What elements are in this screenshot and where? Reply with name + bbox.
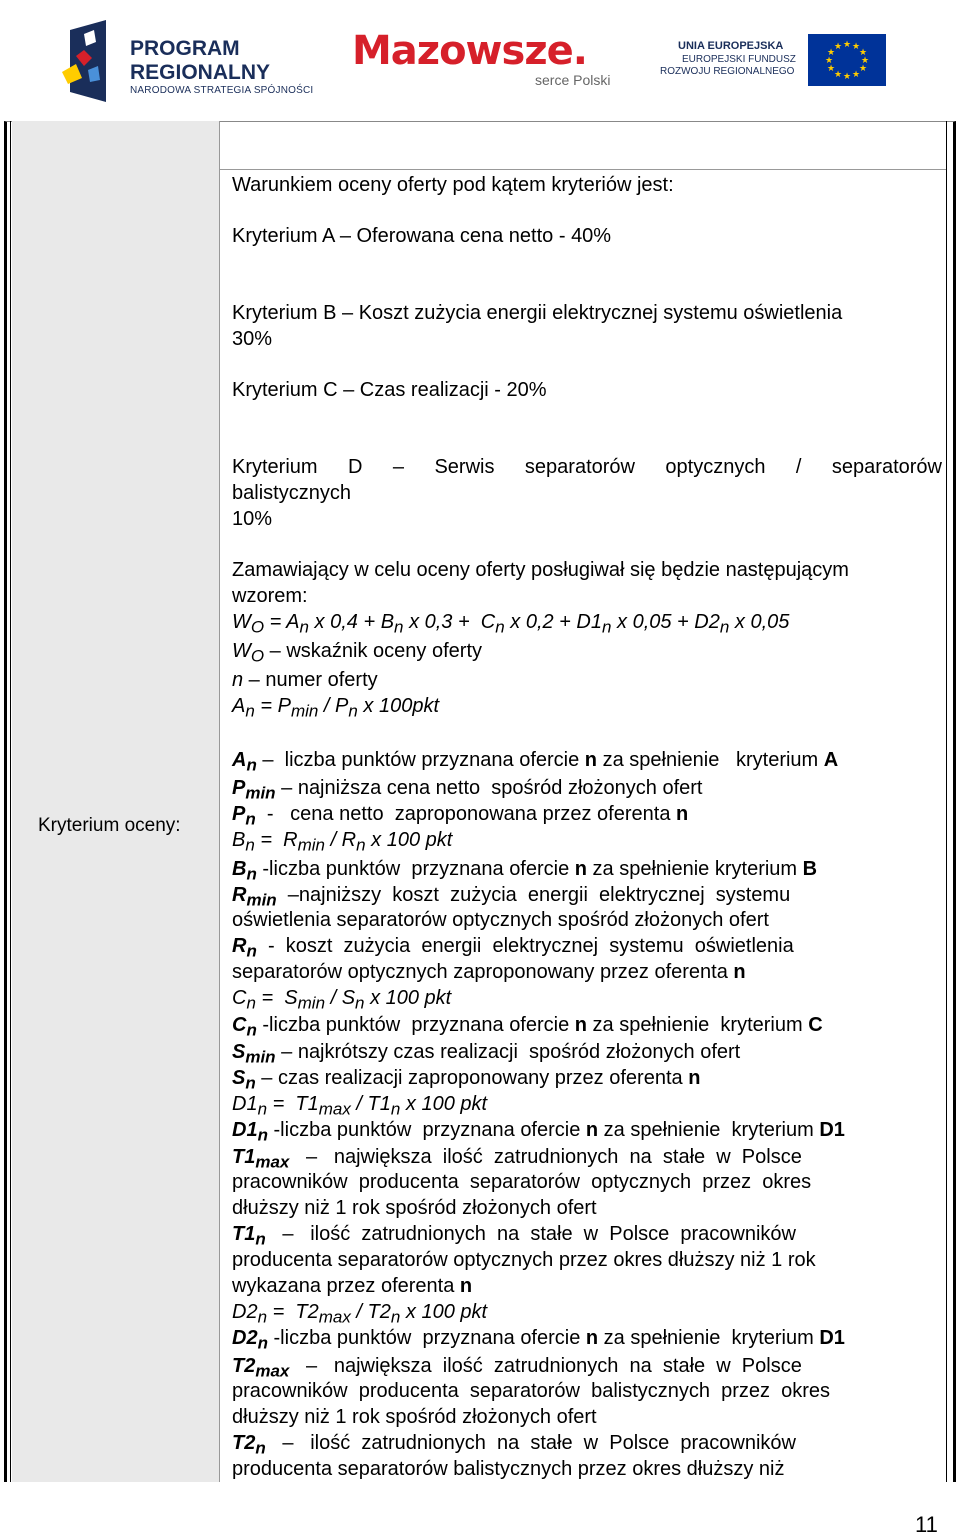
ue-line1: UNIA EUROPEJSKA xyxy=(678,40,784,52)
formula-d2n: $D2_n = T2_{max} / T2_n$ x 100 pkt xyxy=(232,1301,488,1327)
sn-definition: $S_n$ – czas realizacji zaproponowany przez oferenta n xyxy=(232,1067,701,1093)
svg-text:★: ★ xyxy=(826,48,836,58)
svg-text:★: ★ xyxy=(842,72,852,82)
table-border-inner-right xyxy=(946,121,947,1482)
t1max-definition-line2: pracowników producenta separatorów optycznych przez okres xyxy=(232,1171,812,1193)
table-label-column xyxy=(12,121,219,1482)
program-regionalny-logo xyxy=(62,20,322,102)
page-number: 11 xyxy=(915,1512,938,1537)
criterion-b-line2: 30% xyxy=(232,328,273,350)
n-definition: n – numer oferty xyxy=(232,669,378,691)
cn-definition: $C_n$ -liczba punktów przyznana ofercie n za spełnienie kryterium C xyxy=(232,1014,823,1040)
t1n-definition-line3: wykazana przez oferenta n xyxy=(232,1275,473,1297)
word: separatorów xyxy=(524,456,635,478)
criterion-c: Kryterium C – Czas realizacji - 20% xyxy=(232,379,547,401)
t2n-definition-line2: producenta separatorów balistycznych przez okres dłuższy niż xyxy=(232,1458,785,1480)
rn-definition-line1: $R_n$ - koszt zużycia energii elektrycznej systemu oświetlenia xyxy=(232,935,794,961)
formula-wo: $W_O = A_n$ x $0,4 + B_n$ x $0,3 + C_n$ x $0,2 + D1_n$ x $0,05 + D2_n$ x 0,05 xyxy=(232,611,790,637)
regionalny-text: REGIONALNY xyxy=(130,61,271,84)
svg-text:★: ★ xyxy=(851,42,861,52)
criterion-b-line1: Kryterium B – Koszt zużycia energii elektrycznej systemu oświetlenia xyxy=(232,302,843,324)
t1max-definition-line3: dłuższy niż 1 rok spośród złożonych ofert xyxy=(232,1197,597,1219)
svg-text:★: ★ xyxy=(826,64,836,74)
svg-text:★: ★ xyxy=(824,56,834,66)
zamawiajacy-line2: wzorem: xyxy=(232,585,308,607)
formula-bn: $B_n = R_{min} / R_n$ x 100 pkt xyxy=(232,829,453,855)
pn-definition: $P_n$ - cena netto zaproponowana przez oferenta n xyxy=(232,803,689,829)
t1max-definition-line1: $T1_{max}$ – największa ilość zatrudnionych na stałe w Polsce xyxy=(232,1146,802,1172)
row-divider xyxy=(219,169,946,170)
intro-text: Warunkiem oceny oferty pod kątem kryteriów jest: xyxy=(232,174,674,196)
rmin-definition-line2: oświetlenia separatorów optycznych spośród złożonych ofert xyxy=(232,909,769,931)
zamawiajacy-line1: Zamawiający w celu oceny oferty posługiwał się będzie następującym xyxy=(232,559,849,581)
table-border-inner-left xyxy=(10,121,11,1482)
ue-line3: ROZWOJU REGIONALNEGO xyxy=(660,66,795,77)
page-header xyxy=(0,0,960,110)
word: / xyxy=(795,456,802,478)
word: Serwis xyxy=(434,456,495,478)
eu-flag-icon xyxy=(808,34,886,86)
bn-definition: $B_n$ -liczba punktów przyznana ofercie n za spełnienie kryterium B xyxy=(232,858,818,884)
svg-text:★: ★ xyxy=(860,56,870,66)
t2n-definition-line1: $T2_n$ – ilość zatrudnionych na stałe w Polsce pracowników xyxy=(232,1432,796,1458)
formula-d1n: $D1_n = T1_{max} / T1_n$ x 100 pkt xyxy=(232,1093,488,1119)
svg-text:★: ★ xyxy=(858,64,868,74)
program-regionalny-emblem-icon xyxy=(62,20,112,102)
column-divider xyxy=(219,121,220,1482)
word: optycznych xyxy=(665,456,766,478)
word: D xyxy=(348,456,363,478)
ue-line2: EUROPEJSKI FUNDUSZ xyxy=(682,54,796,65)
smin-definition: $S_{min}$ – najkrótszy czas realizacji spośród złożonych ofert xyxy=(232,1041,741,1067)
criterion-d-line1 xyxy=(232,454,942,480)
t2max-definition-line2: pracowników producenta separatorów balistycznych przez okres xyxy=(232,1380,831,1402)
t1n-definition-line1: $T1_n$ – ilość zatrudnionych na stałe w Polsce pracowników xyxy=(232,1223,796,1249)
svg-text:★: ★ xyxy=(833,70,843,80)
criterion-d-line2: balistycznych xyxy=(232,482,351,504)
criteria-label: Kryterium oceny: xyxy=(38,815,181,836)
formula-cn: $C_n = S_{min} / S_n$ x 100 pkt xyxy=(232,987,452,1013)
criterion-a: Kryterium A – Oferowana cena netto - 40% xyxy=(232,225,612,247)
d2n-definition: $D2_n$ -liczba punktów przyznana ofercie n za spełnienie kryterium D1 xyxy=(232,1327,845,1353)
eu-logo xyxy=(660,34,890,94)
mazowsze-wordmark: Mazowsze. xyxy=(352,28,587,74)
pmin-definition: $P_{min}$ – najniższa cena netto spośród złożonych ofert xyxy=(232,777,703,803)
d1n-definition: $D1_n$ -liczba punktów przyznana ofercie n za spełnienie kryterium D1 xyxy=(232,1119,845,1145)
mazowsze-tagline: serce Polski xyxy=(535,72,611,88)
t2max-definition-line3: dłuższy niż 1 rok spośród złożonych ofert xyxy=(232,1406,597,1428)
program-text: PROGRAM xyxy=(130,37,240,60)
an-definition: $A_n$ – liczba punktów przyznana ofercie n za spełnienie kryterium A xyxy=(232,749,839,775)
svg-text:★: ★ xyxy=(851,70,861,80)
wo-definition: $W_O$ – wskaźnik oceny oferty xyxy=(232,640,482,666)
svg-text:★: ★ xyxy=(833,42,843,52)
nss-text: NARODOWA STRATEGIA SPÓJNOŚCI xyxy=(130,85,314,96)
word: Kryterium xyxy=(232,456,318,478)
svg-text:★: ★ xyxy=(858,48,868,58)
t2max-definition-line1: $T2_{max}$ – największa ilość zatrudnionych na stałe w Polsce xyxy=(232,1355,802,1381)
rmin-definition-line1: $R_{min}$ –najniższy koszt zużycia energii elektrycznej systemu xyxy=(232,884,791,910)
mazowsze-logo xyxy=(352,28,622,98)
criterion-d-line3: 10% xyxy=(232,508,273,530)
word: – xyxy=(392,456,405,478)
svg-text:★: ★ xyxy=(842,40,852,50)
word: separatorów xyxy=(831,456,942,478)
formula-an: $A_n = P_{min} / P_n$ x 100pkt xyxy=(232,695,440,721)
rn-definition-line2: separatorów optycznych zaproponowany przez oferenta n xyxy=(232,961,746,983)
t1n-definition-line2: producenta separatorów optycznych przez okres dłuższy niż 1 rok xyxy=(232,1249,816,1271)
